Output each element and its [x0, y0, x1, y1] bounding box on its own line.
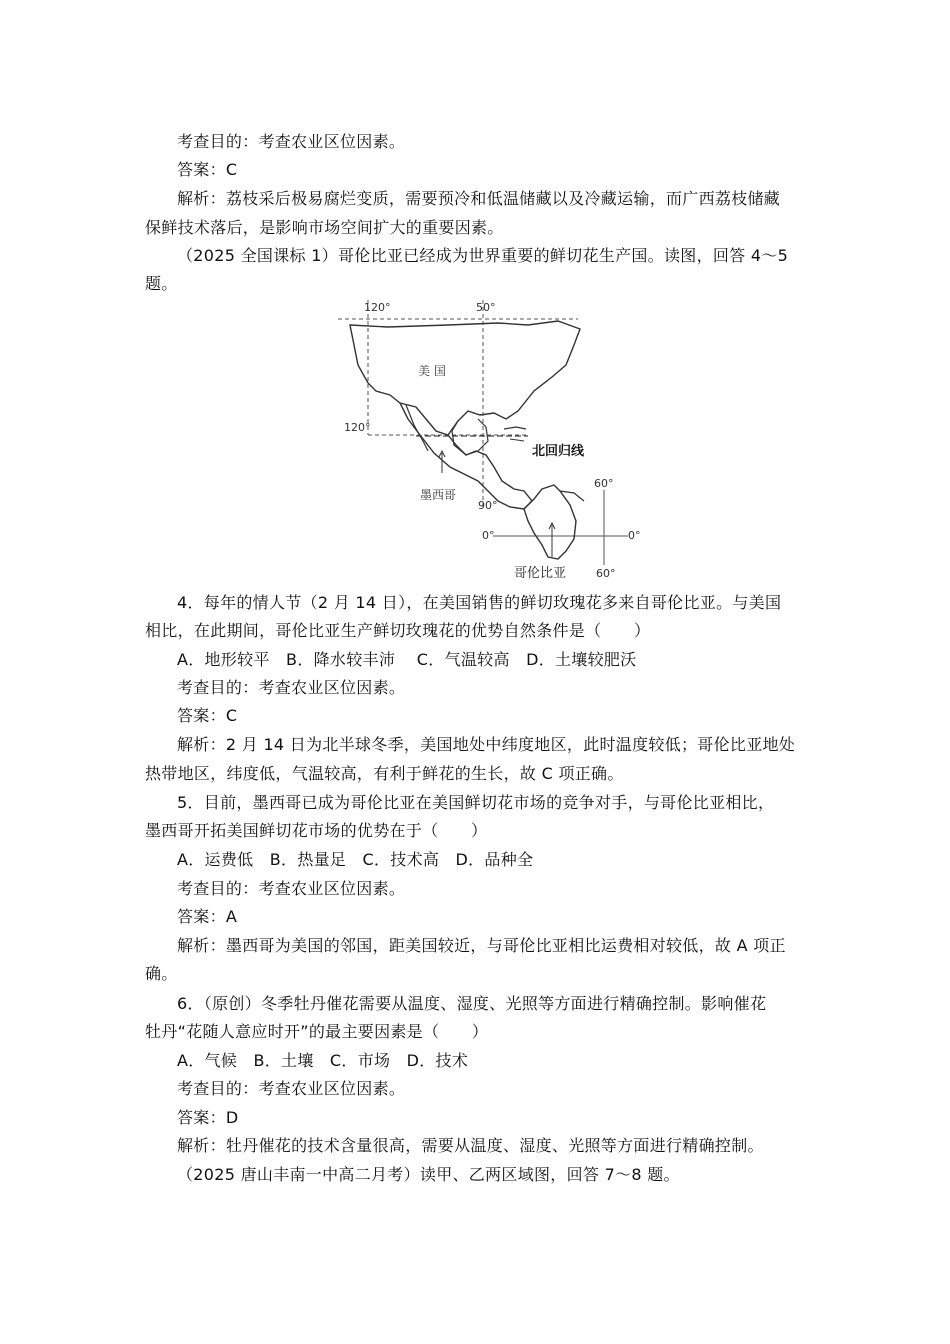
text-line: 6．（原创）冬季牡丹催花需要从温度、湿度、光照等方面进行精确控制。影响催花 — [177, 994, 767, 1013]
lon-120-left-label: 120° — [344, 421, 371, 434]
text-line: A．地形较平 B．降水较丰沛 C．气温较高 D．土壤较肥沃 — [177, 650, 637, 669]
text-line: 考查目的：考查农业区位因素。 — [177, 132, 406, 151]
lon-50-label: 50° — [476, 301, 496, 314]
text-line: 5．目前，墨西哥已成为哥伦比亚在美国鲜切花市场的竞争对手，与哥伦比亚相比， — [177, 793, 775, 812]
text-line: 题。 — [145, 274, 178, 293]
text-line: 答案：C — [177, 706, 238, 725]
lon-90-label: 90° — [478, 499, 498, 512]
text-line: 答案：A — [177, 907, 238, 926]
text-line: A．气候 B．土壤 C．市场 D．技术 — [177, 1051, 469, 1070]
text-line: 考查目的：考查农业区位因素。 — [177, 678, 406, 697]
text-line: 考查目的：考查农业区位因素。 — [177, 879, 406, 898]
text-line: 答案：C — [177, 160, 238, 179]
text-line: 解析：荔枝采后极易腐烂变质，需要预冷和低温储藏以及冷藏运输，而广西荔枝储藏 — [177, 189, 781, 208]
text-line: 确。 — [145, 964, 178, 983]
mexico-label: 墨西哥 — [420, 488, 457, 502]
tropic-label: 北回归线 — [532, 444, 585, 459]
text-line: 解析：墨西哥为美国的邻国，距美国较近，与哥伦比亚相比运费相对较低，故 A 项正 — [177, 936, 786, 955]
lat-60-top-label: 60° — [594, 477, 614, 490]
text-line: 牡丹“花随人意应时开”的最主要因素是（ ） — [145, 1022, 489, 1041]
text-line: 答案：D — [177, 1108, 239, 1127]
text-line: 解析：2 月 14 日为北半球冬季，美国地处中纬度地区，此时温度较低；哥伦比亚地处 — [177, 735, 796, 754]
text-line: （2025 唐山丰南一中高二月考）读甲、乙两区域图，回答 7～8 题。 — [177, 1165, 680, 1184]
lon-60-bottom-label: 60° — [596, 567, 616, 580]
text-line: 4．每年的情人节（2 月 14 日），在美国销售的鲜切玫瑰花多来自哥伦比亚。与美国 — [177, 593, 782, 612]
text-line: 相比，在此期间，哥伦比亚生产鲜切玫瑰花的优势自然条件是（ ） — [145, 621, 651, 640]
usa-label: 美 国 — [418, 364, 446, 378]
text-line: 热带地区，纬度低，气温较高，有利于鲜花的生长，故 C 项正确。 — [145, 764, 624, 783]
americas-map — [328, 295, 644, 585]
lat-0-right-label: 0° — [628, 529, 641, 542]
text-line: 解析：牡丹催花的技术含量很高，需要从温度、湿度、光照等方面进行精确控制。 — [177, 1136, 764, 1155]
text-line: 保鲜技术落后，是影响市场空间扩大的重要因素。 — [145, 218, 504, 237]
colombia-label: 哥伦比亚 — [514, 566, 567, 581]
usa-outline — [350, 321, 580, 435]
lat-0-left-label: 0° — [482, 529, 495, 542]
text-line: 墨西哥开拓美国鲜切花市场的优势在于（ ） — [145, 821, 488, 840]
colombia-outline — [524, 485, 576, 559]
lon-120-top-label: 120° — [364, 301, 391, 314]
text-line: A．运费低 B．热量足 C．技术高 D．品种全 — [177, 850, 534, 869]
text-line: （2025 全国课标 1）哥伦比亚已经成为世界重要的鲜切花生产国。读图，回答 4～5 — [177, 246, 789, 265]
text-line: 考查目的：考查农业区位因素。 — [177, 1079, 406, 1098]
